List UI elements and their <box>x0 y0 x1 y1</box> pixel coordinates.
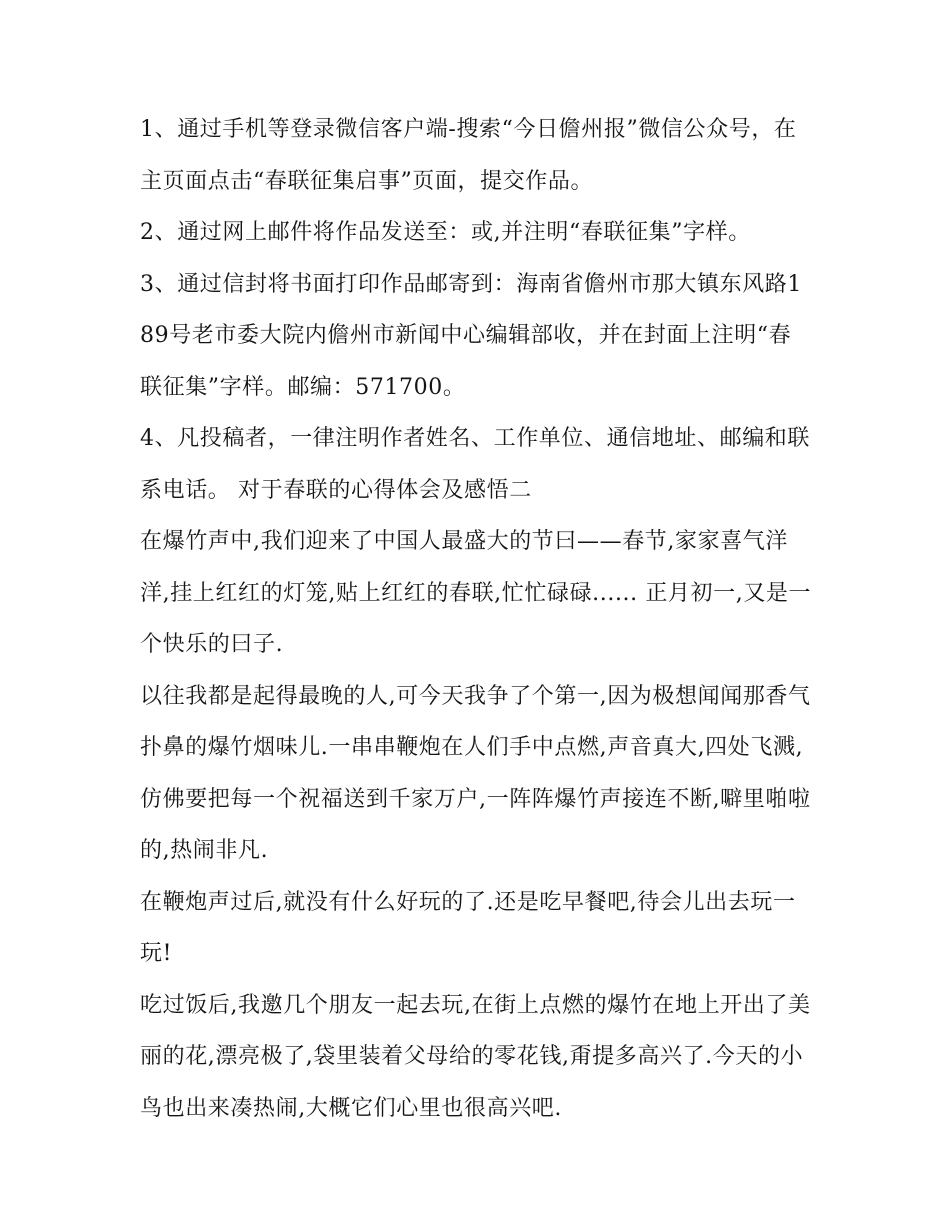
paragraph-step-2: 2、通过网上邮件将作品发送至：或,并注明“春联征集”字样。 <box>140 220 751 245</box>
paragraph-firecrackers: 以往我都是起得最晚的人,可今天我争了个第一,因为极想闻闻那香气扑鼻的爆竹烟味儿.一串串鞭炮在人们手中点燃,声音真大,四处飞溅,仿佛要把每一个祝福送到千家万户,一阵阵爆竹声接连不断,噼里啪啦的,热闹非凡. <box>140 683 811 863</box>
paragraph-step-1: 1、通过手机等登录微信客户端-搜索“今日儋州报”微信公众号，在主页面点击“春联征集启事”页面，提交作品。 <box>140 117 797 194</box>
document-body <box>140 104 812 1134</box>
paragraph-breakfast: 在鞭炮声过后,就没有什么好玩的了.还是吃早餐吧,待会儿出去玩一玩! <box>140 889 796 966</box>
paragraph-playing-outside: 吃过饭后,我邀几个朋友一起去玩,在街上点燃的爆竹在地上开出了美丽的花,漂亮极了,袋里装着父母给的零花钱,甭提多高兴了.今天的小鸟也出来凑热闹,大概它们心里也很高兴吧. <box>140 992 811 1121</box>
paragraph-step-4: 4、凡投稿者，一律注明作者姓名、工作单位、通信地址、邮编和联系电话。 对于春联的心得体会及感悟二 <box>140 426 810 503</box>
paragraph-step-3: 3、通过信封将书面打印作品邮寄到：海南省儋州市那大镇东风路189号老市委大院内儋州市新闻中心编辑部收，并在封面上注明“春联征集”字样。邮编：571700。 <box>140 271 802 400</box>
paragraph-spring-festival-intro: 在爆竹声中,我们迎来了中国人最盛大的节曰——春节,家家喜气洋洋,挂上红红的灯笼,贴上红红的春联,忙忙碌碌...... 正月初一,又是一个快乐的曰子. <box>140 529 812 657</box>
